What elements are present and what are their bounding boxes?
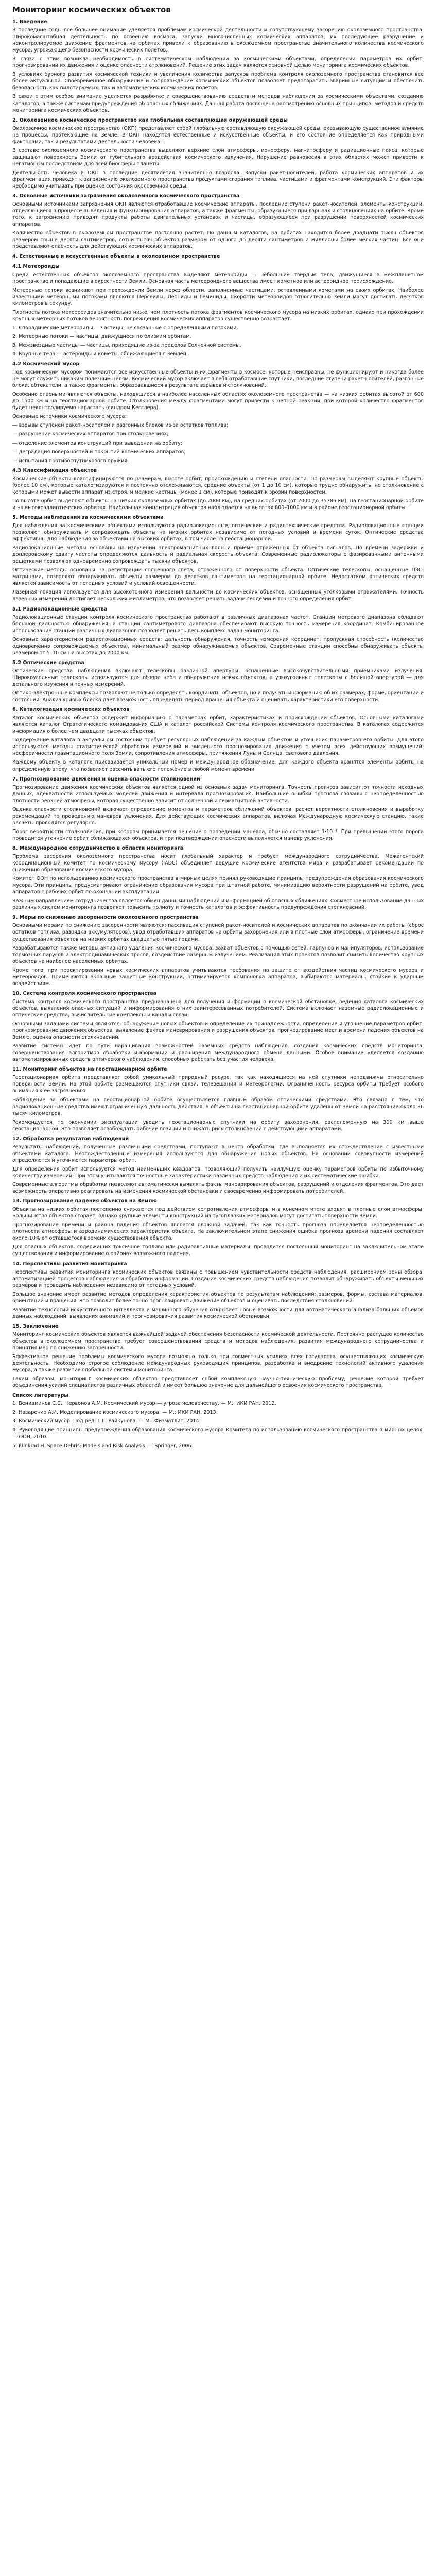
section-heading: 5.2 Оптические средства	[12, 659, 84, 666]
section-heading: 11. Мониторинг объектов на геостационарной орбите	[12, 1066, 167, 1073]
paragraph: Лазерная локация используется для высокоточного измерения дальности до космических объектов, оснащенных уголковыми отражателями. Точность лазерных измерений достигает нескольких миллиметров, что позволяет решать задачи геодезии и точного определения орбит.	[12, 589, 424, 602]
paragraph: Для определения орбит используется метод наименьших квадратов, позволяющий получить наилучшую оценку параметров орбиты по избыточному количеству измерений. При этом учитываются точностные характеристики различных средств наблюдения и их систематические ошибки.	[12, 1166, 424, 1179]
list-item: 3. Космический мусор. Под ред. Г.Г. Райкунова. — М.: Физматлит, 2014.	[12, 1418, 201, 1425]
section-heading: 3. Основные источники загрязнения околоземного космического пространства	[12, 193, 240, 199]
list-item: 4. Руководящие принципы предупреждения образования космического мусора Комитета по использованию космического пространства в мирных целях. — ООН, 2010.	[12, 1427, 424, 1440]
list-item: 3. Межзвездные частицы — частицы, приходящие из-за пределов Солнечной системы.	[12, 342, 241, 348]
paragraph: Основными задачами системы являются: обнаружение новых объектов и определение их принадлежности, определение и уточнение параметров орбит, прогнозирование движения объектов, выявление фактов маневрирования и разрушения объектов, прогнозирование мест и времени падения объектов на Землю, оценка опасности столкновений.	[12, 1021, 424, 1041]
paragraph: Порог вероятности столкновения, при котором принимается решение о проведении маневра, обычно составляет 1·10⁻⁴. При превышении этого порога проводится уточнение орбит сближающихся объектов, и при подтверждении опасности выполняется маневр уклонения.	[12, 828, 424, 841]
document-title: Мониторинг космических объектов	[12, 5, 171, 14]
list-item: — взрывы ступеней ракет-носителей и разгонных блоков из-за остатков топлива;	[12, 422, 229, 429]
section-heading: 13. Прогнозирование падения объектов на Землю	[12, 1198, 157, 1205]
paragraph: В связи с этим возникла необходимость в систематическом наблюдении за космическими объектами, определении параметров их орбит, прогнозировании их движения и оценке опасности столкновений. Решение этих задач является основной целью мониторинга космических объектов.	[12, 56, 424, 69]
paragraph: Развитие системы идет по пути наращивания возможностей наземных средств наблюдения, создания космических средств мониторинга, совершенствования алгоритмов обработки информации и расширения международного обмена данными. Особое внимание уделяется созданию автоматизированных средств оптического наблюдения, способных работать без участия человека.	[12, 1043, 424, 1063]
paragraph: Оптические средства наблюдения включают телескопы различной апертуры, оснащенные высокочувствительными приемниками излучения. Широкоугольные телескопы используются для обзора неба и обнаружения новых объектов, а узкоугольные телескопы с большой апертурой — для детального изучения и точных измерений.	[12, 668, 424, 687]
paragraph: Результаты наблюдений, полученные различными средствами, поступают в центр обработки, где выполняется их отождествление с известными объектами каталога. Неотождествленные измерения используются для обнаружения новых объектов. На основании совокупности измерений определяются и уточняются параметры орбит.	[12, 1144, 424, 1163]
paragraph: Под космическим мусором понимаются все искусственные объекты и их фрагменты в космосе, которые неисправны, не функционируют и никогда более не могут служить никаким полезным целям. Космический мусор включает в себя отработавшие спутники, последние ступени ракет-носителей, разгонные блоки, обтекатели, а также фрагменты, образовавшиеся в результате взрывов и столкновений.	[12, 369, 424, 389]
paragraph: Для опасных объектов, содержащих токсичное топливо или радиоактивные материалы, проводится постоянный мониторинг на заключительном этапе существования и информирование о районах возможного падения.	[12, 1244, 424, 1257]
list-item: 2. Метеорные потоки — частицы, движущиеся по близким орбитам.	[12, 333, 191, 340]
paragraph: Радиолокационные методы основаны на излучении электромагнитных волн и приеме отраженных от объекта сигналов. По времени задержки и доплеровскому сдвигу частоты определяются дальность и радиальная скорость объекта. Современные радиолокаторы с фазированными антенными решетками позволяют одновременно сопровождать тысячи объектов.	[12, 545, 424, 565]
section-heading: 12. Обработка результатов наблюдений	[12, 1136, 129, 1142]
paragraph: В составе околоземного космического пространства выделяют верхние слои атмосферы, ионосферу, магнитосферу и радиационные пояса, которые защищают поверхность Земли от губительного воздействия космического излучения. Нарушение равновесия в этих областях может привести к негативным последствиям для всей биосферы планеты.	[12, 147, 424, 167]
paragraph: Оптические методы основаны на регистрации солнечного света, отраженного от поверхности объекта. Оптические телескопы, оснащенные ПЗС-матрицами, позволяют обнаруживать объекты размером до десятков сантиметров на геостационарной орбите. Недостатком оптических средств является зависимость от погодных условий и условий освещенности.	[12, 567, 424, 587]
paragraph: Таким образом, мониторинг космических объектов представляет собой комплексную научно-техническую проблему, решение которой требует объединения усилий специалистов различных областей и имеет большое значение для дальнейшего освоения космического пространства.	[12, 1376, 424, 1389]
list-item: 4. Крупные тела — астероиды и кометы, сближающиеся с Землей.	[12, 351, 188, 358]
paragraph: Прогнозирование движения космических объектов является одной из основных задач мониторинга. Точность прогноза зависит от точности исходных данных, адекватности используемых моделей движения и интервала прогнозирования. Наибольшие ошибки прогноза связаны с неопределенностью плотности верхней атмосферы, которая существенно зависит от солнечной и геомагнитной активности.	[12, 784, 424, 804]
paragraph: Перспективы развития мониторинга космических объектов связаны с повышением чувствительности средств наблюдения, расширением зоны обзора, автоматизацией процессов наблюдения и обработки информации. Создание космических средств наблюдения позволит обнаруживать объекты меньших размеров и проводить наблюдения независимо от погодных условий.	[12, 1269, 424, 1289]
paragraph: Оптико-электронные комплексы позволяют не только определять координаты объектов, но и получать информацию об их размерах, форме, ориентации и состоянии. Анализ кривых блеска дает возможность определять период вращения объекта и оценивать характеристики его поверхности.	[12, 690, 424, 703]
paragraph: Основными источниками загрязнения ОКП являются отработавшие космические аппараты, последние ступени ракет-носителей, элементы конструкций, отделяющиеся в процессе выведения и функционирования аппаратов, а также фрагменты, образующиеся при взрывах и столкновениях на орбите. Кроме того, к загрязнению приводят продукты работы двигательных установок и частицы, образующиеся при разрушении поверхностей космических аппаратов.	[12, 201, 424, 228]
list-item: — деградация поверхностей и покрытий космических аппаратов;	[12, 449, 186, 455]
paragraph: Прогнозирование времени и района падения объектов является сложной задачей, так как точность прогноза определяется неопределенностью плотности атмосферы и аэродинамических характеристик объекта. На заключительном этапе снижения ошибка прогноза времени падения составляет около 10% от оставшегося времени существования объекта.	[12, 1222, 424, 1242]
list-item: 1. Вениаминов С.С., Червонов А.М. Космический мусор — угроза человечеству. — М.: ИКИ РАН, 2012.	[12, 1401, 276, 1407]
paragraph: Среди естественных объектов околоземного пространства выделяют метеороиды — небольшие твердые тела, движущиеся в межпланетном пространстве и попадающие в окрестности Земли. Основная часть метеороидного вещества имеет кометное или астероидное происхождение.	[12, 272, 424, 284]
paragraph: Космические объекты классифицируются по размерам, высоте орбит, происхождению и степени опасности. По размерам выделяют крупные объекты (более 10 см), которые каталогизируются и постоянно отслеживаются, средние объекты (от 1 до 10 см), которые трудно обнаружить, но столкновение с которыми может вывести аппарат из строя, и мелкие частицы (менее 1 см), которые приводят к эрозии поверхностей.	[12, 476, 424, 495]
paragraph: Особенно опасными являются объекты, находящиеся в наиболее населенных областях околоземного пространства — на низких орбитах высотой от 600 до 1500 км и на геостационарной орбите. Столкновения между фрагментами могут привести к цепной реакции, при которой количество фрагментов будет неконтролируемо нарастать (синдром Кесслера).	[12, 392, 424, 411]
section-heading: 8. Международное сотрудничество в области мониторинга	[12, 845, 184, 851]
section-heading: 15. Заключение	[12, 1323, 59, 1329]
paragraph: Деятельность человека в ОКП в последние десятилетия значительно возросла. Запуски ракет-носителей, работа космических аппаратов и их фрагментация приводят к загрязнению околоземного пространства продуктами сгорания топлива, частицами и фрагментами конструкций. Эти факторы необходимо учитывать при оценке состояния околоземной среды.	[12, 170, 424, 190]
section-heading: 4.3 Классификация объектов	[12, 467, 97, 473]
paragraph: Развитие технологий искусственного интеллекта и машинного обучения открывает новые возможности для автоматического анализа больших объемов данных наблюдений, выявления аномалий и прогнозирования развития космической обстановки.	[12, 1307, 424, 1319]
list-item: — отделение элементов конструкций при выведении на орбиту;	[12, 440, 182, 446]
paragraph: Геостационарная орбита представляет собой уникальный природный ресурс, так как находящиеся на ней спутники неподвижны относительно поверхности Земли. На этой орбите размещаются спутники связи, телевещания и метеорологии. Ограниченность ресурса орбиты требует особого внимания к её загрязнению.	[12, 1075, 424, 1094]
section-heading: 7. Прогнозирование движения и оценка опасности столкновений	[12, 776, 200, 782]
paragraph: Основные характеристики радиолокационных средств: дальность обнаружения, точность измерения координат, пропускная способность (количество одновременно сопровождаемых объектов), минимальный размер обнаруживаемых объектов. Современные станции способны обнаруживать объекты размером от 5–10 см на высотах до 2000 км.	[12, 636, 424, 656]
paragraph: В последние годы все большее внимание уделяется проблемам космической деятельности и сопутствующему засорению околоземного пространства. Широкомасштабная деятельность по освоению космоса, запуски многочисленных космических аппаратов, их последующее разрушение и неконтролируемое движение фрагментов на орбитах привели к образованию в околоземном пространстве значительного количества космического мусора, угрожающего безопасности космических полетов.	[12, 27, 424, 54]
section-heading: 1. Введение	[12, 19, 47, 25]
list-item: — испытания противоспутникового оружия.	[12, 457, 129, 464]
paragraph: Мониторинг космических объектов является важнейшей задачей обеспечения безопасности космической деятельности. Постоянно растущее количество объектов в околоземном пространстве требует совершенствования средств и методов наблюдения, развития международного сотрудничества и принятия мер по снижению засоренности.	[12, 1331, 424, 1351]
paragraph: Каждому объекту в каталоге присваивается уникальный номер и международное обозначение. Для каждого объекта хранятся элементы орбиты на определенную эпоху, что позволяет рассчитывать его положение в любой момент времени.	[12, 759, 424, 772]
section-heading: 6. Каталогизация космических объектов	[12, 707, 130, 713]
paragraph: Основные источники космического мусора:	[12, 414, 127, 420]
paragraph: Объекты на низких орбитах постепенно снижаются под действием сопротивления атмосферы и в конечном итоге входят в плотные слои атмосферы. Большинство объектов сгорает, однако крупные элементы конструкций из тугоплавких материалов могут достигать поверхности Земли.	[12, 1207, 424, 1219]
document-body	[12, 19, 424, 1449]
section-heading: Список литературы	[12, 1393, 69, 1399]
list-item: 1. Спорадические метеороиды — частицы, не связанные с определенными потоками.	[12, 325, 238, 331]
paragraph: Важным направлением сотрудничества является обмен данными наблюдений и информацией об опасных сближениях. Совместное использование данных различных систем мониторинга позволяет повысить полноту и точность каталогов и эффективность предупреждения столкновений.	[12, 898, 424, 911]
section-heading: 5. Методы наблюдения за космическими объектами	[12, 514, 164, 520]
paragraph: По высоте орбит выделяют объекты на низких околоземных орбитах (до 2000 км), на средних орбитах (от 2000 до 35786 км), на геостационарной орбите и на высокоэллиптических орбитах. Наибольшая концентрация объектов наблюдается на высотах 800–1000 км и в районе геостационарной орбиты.	[12, 498, 424, 511]
paragraph: Проблема засорения околоземного пространства носит глобальный характер и требует международного сотрудничества. Межагентский координационный комитет по космическому мусору (IADC) объединяет ведущие космические агентства мира и разрабатывает рекомендации по снижению образования космического мусора.	[12, 854, 424, 873]
paragraph: Околоземное космическое пространство (ОКП) представляет собой глобальную составляющую окружающей среды, оказывающую существенное влияние на процессы, протекающие на Земле. В ОКП находятся естественные и искусственные объекты, и его состояние определяется как природными факторами, так и результатами деятельности человека.	[12, 125, 424, 145]
section-heading: 4.2 Космический мусор	[12, 361, 80, 367]
list-item: 2. Назаренко А.И. Моделирование космического мусора. — М.: ИКИ РАН, 2013.	[12, 1410, 218, 1416]
paragraph: В условиях бурного развития космической техники и увеличения количества запусков проблема контроля околоземного пространства становится все более актуальной. Своевременное обнаружение и сопровождение космических объектов позволяет предотвратить аварийные ситуации и обеспечить безопасность как пилотируемых, так и автоматических космических полетов.	[12, 72, 424, 91]
list-item: — разрушение космических аппаратов при столкновениях;	[12, 431, 169, 437]
paragraph: Метеорные потоки возникают при прохождении Земли через области, заполненные частицами, оставленными кометами на своих орбитах. Наиболее известными метеорными потоками являются Персеиды, Леониды и Геминиды. Скорости метеороидов относительно Земли могут достигать десятков километров в секунду.	[12, 287, 424, 307]
paragraph: Кроме того, при проектировании новых космических аппаратов учитываются требования по защите от воздействия частиц космического мусора и метеороидов. Применяются экранные защитные конструкции, оптимизируется компоновка аппаратов, выбираются материалы, стойкие к ударным воздействиям.	[12, 967, 424, 987]
section-heading: 2. Околоземное космическое пространство как глобальная составляющая окружающей среды	[12, 117, 288, 123]
paragraph: Комитет ООН по использованию космического пространства в мирных целях принял руководящие принципы предупреждения образования космического мусора. Эти принципы предусматривают ограничение образования мусора при штатной работе, минимизацию вероятности разрушений на орбите, увод аппаратов с рабочих орбит по окончании эксплуатации.	[12, 876, 424, 895]
paragraph: Количество объектов в околоземном пространстве постоянно растет. По данным каталогов, на орбитах находится более двадцати тысяч объектов размером свыше десяти сантиметров, сотни тысяч объектов размером от одного до десяти сантиметров и миллионы более мелких частиц. Все они представляют опасность для действующих космических аппаратов.	[12, 230, 424, 250]
paragraph: Для наблюдения за космическими объектами используются радиолокационные, оптические и радиотехнические средства. Радиолокационные станции позволяют обнаруживать и сопровождать объекты на низких орбитах независимо от погодных условий и времени суток. Оптические средства эффективны для наблюдения за объектами на высоких орбитах, в том числе на геостационарной.	[12, 523, 424, 543]
paragraph: Каталог космических объектов содержит информацию о параметрах орбит, характеристиках и происхождении объектов. Основными каталогами являются каталог Стратегического командования США и каталог российской Системы контроля космического пространства. В каталогах содержится информация о более чем двадцати тысячах объектов.	[12, 715, 424, 735]
paragraph: Большое значение имеет развитие методов определения характеристик объектов по результатам наблюдений: размеров, формы, состава материалов, ориентации и вращения. Это позволит более точно прогнозировать движение объектов и оценивать последствия столкновений.	[12, 1291, 424, 1304]
section-heading: 5.1 Радиолокационные средства	[12, 606, 108, 612]
section-heading: 9. Меры по снижению засоренности околоземного пространства	[12, 914, 199, 921]
paragraph: Современные алгоритмы обработки позволяют автоматически выявлять факты маневрирования объектов, разрушений и отделения фрагментов. Это дает возможность оперативно реагировать на изменения космической обстановки и своевременно информировать потребителей.	[12, 1182, 424, 1195]
section-heading: 4. Естественные и искусственные объекты в околоземном пространстве	[12, 253, 220, 260]
paragraph: Разрабатываются также методы активного удаления космического мусора: захват объектов с помощью сетей, гарпунов и манипуляторов, использование тормозных парусов и электродинамических тросов, воздействие лазерным излучением. Реализация этих проектов позволит снизить количество крупных объектов на наиболее населенных орбитах.	[12, 945, 424, 964]
paragraph: Радиолокационные станции контроля космического пространства работают в различных диапазонах частот. Станции метрового диапазона обладают большой дальностью обнаружения, а станции сантиметрового диапазона обеспечивают высокую точность измерения координат. Комбинированное использование станций различных диапазонов позволяет решать весь комплекс задач мониторинга.	[12, 614, 424, 634]
paragraph: Оценка опасности столкновений включает определение моментов и параметров сближений объектов, расчет вероятности столкновения и выработку рекомендаций по проведению маневров уклонения. Для действующих космических аппаратов, включая Международную космическую станцию, такие расчеты проводятся регулярно.	[12, 806, 424, 826]
paragraph: Основными мерами по снижению засоренности являются: пассивация ступеней ракет-носителей и космических аппаратов по окончании их работы (сброс остатков топлива, разрядка аккумуляторов), увод отработавших аппаратов на орбиты захоронения или в плотные слои атмосферы, ограничение времени существования объектов на низких орбитах двадцатью пятью годами.	[12, 923, 424, 942]
paragraph: Плотность потока метеороидов значительно ниже, чем плотность потока фрагментов космического мусора на низких орбитах, однако при прохождении крупных метеорных потоков вероятность повреждения космических аппаратов существенно возрастает.	[12, 309, 424, 322]
paragraph: Эффективное решение проблемы космического мусора возможно только при совместных усилиях всех государств, осуществляющих космическую деятельность. Необходимо строгое соблюдение международных руководящих принципов, разработка и внедрение технологий активного удаления мусора, а также развитие глобальной системы мониторинга.	[12, 1354, 424, 1374]
paragraph: Наблюдение за объектами на геостационарной орбите осуществляется главным образом оптическими средствами. Это связано с тем, что радиолокационные средства имеют ограниченную дальность действия, а объекты на геостационарной орбите удалены от Земли на расстояние около 36 тысяч километров.	[12, 1097, 424, 1116]
paragraph: Система контроля космического пространства предназначена для получения информации о космической обстановке, ведения каталога космических объектов, выявления опасных ситуаций и информирования о них заинтересованных потребителей. Система включает наземные радиолокационные и оптические средства, вычислительные комплексы и каналы связи.	[12, 998, 424, 1018]
section-heading: 4.1 Метеороиды	[12, 263, 60, 269]
paragraph: Рекомендуется по окончании эксплуатации уводить геостационарные спутники на орбиту захоронения, расположенную на 300 км выше геостационарной. Это позволяет освобождать рабочие позиции и снижать риск столкновений с действующими аппаратами.	[12, 1119, 424, 1132]
section-heading: 14. Перспективы развития мониторинга	[12, 1261, 127, 1267]
section-heading: 10. Система контроля космического пространства	[12, 990, 157, 996]
paragraph: Поддержание каталога в актуальном состоянии требует регулярных наблюдений за каждым объектом и уточнения параметров его орбиты. Для этого используются методы статистической обработки измерений и численного прогнозирования движения с учетом всех действующих возмущений: несферичности гравитационного поля Земли, сопротивления атмосферы, притяжения Луны и Солнца, светового давления.	[12, 737, 424, 757]
paragraph: В связи с этим особое внимание уделяется разработке и совершенствованию средств и методов наблюдения за космическими объектами, созданию каталогов, а также системам предупреждения об опасных сближениях. Данная работа посвящена рассмотрению основных принципов, методов и средств мониторинга космических объектов.	[12, 94, 424, 113]
list-item: 5. Klinkrad H. Space Debris: Models and Risk Analysis. — Springer, 2006.	[12, 1443, 193, 1449]
